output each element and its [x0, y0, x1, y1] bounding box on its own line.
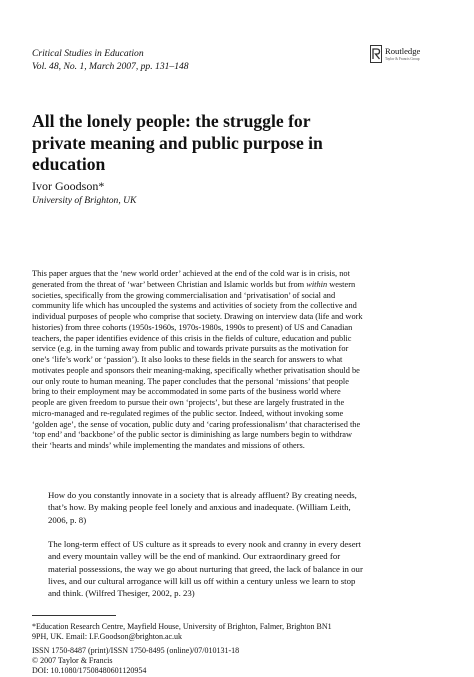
- title-line: All the lonely people: the struggle for: [32, 111, 311, 131]
- author-footnote: [32, 622, 462, 642]
- quote-line: that’s how. By making people feel lonely and anxious and inadequate. (William Leith,: [48, 502, 351, 513]
- abstract-line: people are given freedom to pursue their own ‘projects’, but these are largely frustrated in the: [32, 398, 345, 407]
- quote-line: lives, and our cultural arrogance will kill us off within a century unless we learn to stop: [48, 575, 356, 586]
- footnote-divider: [32, 615, 116, 616]
- routledge-logo-icon: [370, 45, 382, 63]
- journal-title: Critical Studies in Education: [32, 48, 144, 59]
- author-affiliation: University of Brighton, UK: [32, 195, 137, 206]
- abstract-line: societies, specifically from the growing commercialisation and ‘privatisation’ of social and: [32, 290, 336, 300]
- footnote-line: 9PH, UK. Email: I.F.Goodson@brighton.ac.uk: [32, 632, 183, 642]
- epigraph-quote-thesiger: [48, 538, 454, 599]
- abstract-line: bring to their employment may be accommodated in some parts of the business world where: [32, 387, 341, 397]
- abstract-line: motivates people and sponsors their meaning-making, specifically whether privatisation should be: [32, 365, 360, 375]
- quote-line: material possessions, the way we go about nurturing that greed, the lack of balance in our: [48, 563, 363, 574]
- issn-line: ISSN 1750-8487 (print)/ISSN 1750-8495 (online)/07/010131-18: [32, 646, 240, 655]
- abstract-line: our only route to human meaning. The paper concludes that the personal ‘missions’ that people: [32, 376, 349, 386]
- abstract-line: their ‘hearts and minds’ while implementing the mandates and missions of others.: [32, 441, 305, 450]
- abstract-line: one’s ‘life’s work’ or ‘passion’). It also looks to these fields in the search for answers to what: [32, 355, 343, 364]
- author-name: Ivor Goodson*: [32, 179, 105, 193]
- article-title: [32, 111, 452, 176]
- quote-line: and think. (Wilfred Thesiger, 2002, p. 23): [48, 588, 195, 599]
- abstract-line: histories) from three cohorts (1950s-1960s, 1970s-1980s, 1990s to present) of US and Canadian: [32, 322, 353, 332]
- publisher-logo: [370, 45, 440, 67]
- abstract-line: This paper argues that the ‘new world order’ achieved at the end of the cold war is in crisis, not: [32, 269, 350, 278]
- abstract-line: community life which has uncoupled the systems and activities of society from the collective and: [32, 301, 357, 311]
- abstract-line: ‘golden age’, the sense of vocation, public duty and ‘caring professionalism’ that characterised the: [32, 419, 361, 429]
- abstract-line: ‘top end’ and ‘backbone’ of the public sector is diminishing as large numbers begin to withdraw: [32, 430, 352, 440]
- publication-info: [32, 646, 462, 677]
- title-line: education: [32, 154, 106, 174]
- abstract-line: generated from the threat of ‘war’ between Christian and Islamic worlds but from within western: [32, 279, 356, 289]
- epigraph-quote-leith: [48, 489, 454, 526]
- abstract-line: individual purposes of people who comprise that society. Drawing on interview data (life and work: [32, 312, 363, 321]
- abstract: [32, 269, 452, 452]
- volume-line: Vol. 48, No. 1, March 2007, pp. 131–148: [32, 61, 189, 72]
- journal-header: [32, 47, 352, 73]
- abstract-line: micro-managed and re-regulated regimes of the public sector. Indeed, without invoking some: [32, 408, 344, 418]
- doi-line: DOI: 10.1080/17508480601120954: [32, 666, 147, 676]
- abstract-line: service (e.g. in the turning away from public and towards private pursuits as the motivation for: [32, 344, 349, 354]
- publisher-name: Routledge: [385, 46, 421, 56]
- quote-line: 2006, p. 8): [48, 514, 87, 525]
- publisher-subline: Taylor & Francis Group: [385, 57, 420, 61]
- abstract-line: teachers, the paper identifies evidence of this crisis in the fields of culture, education and public: [32, 333, 352, 343]
- quote-line: and every mountain valley will be the end of mankind. Our extraordinary greed for: [48, 551, 341, 562]
- quote-line: The long-term effect of US culture as it spreads to every nook and cranny in every desert: [48, 539, 361, 549]
- quote-line: How do you constantly innovate in a society that is already affluent? By creating needs,: [48, 490, 357, 500]
- footnote-line: *Education Research Centre, Mayfield House, University of Brighton, Falmer, Brighton BN1: [32, 622, 332, 631]
- title-line: private meaning and public purpose in: [32, 132, 323, 153]
- copyright-line: © 2007 Taylor & Francis: [32, 656, 113, 666]
